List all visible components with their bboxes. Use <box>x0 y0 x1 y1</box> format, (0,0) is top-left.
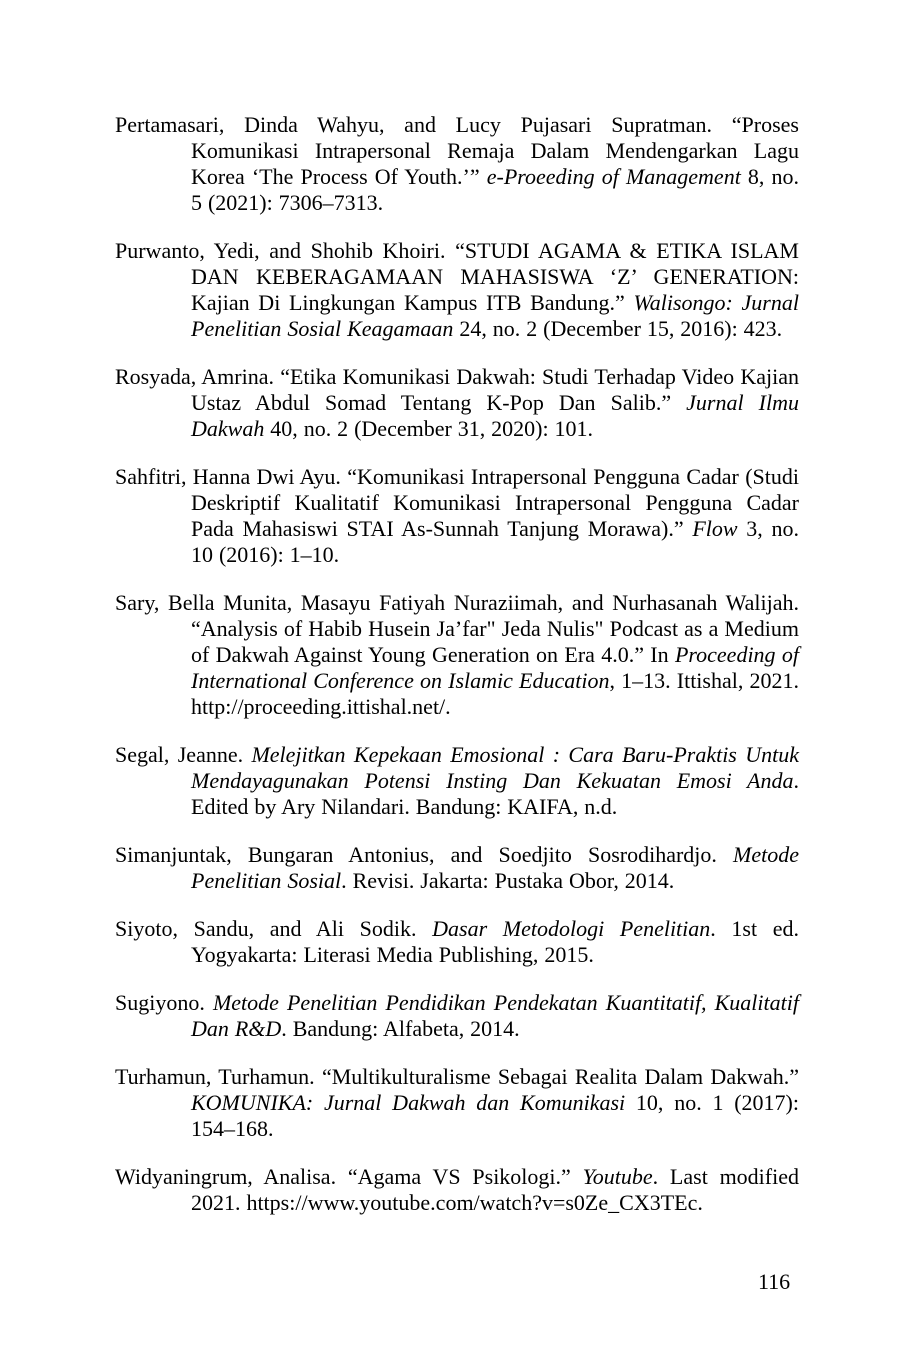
entry-text: Sugiyono. <box>115 990 213 1015</box>
work-title-italic: Metode Penelitian Pendidikan Pendekatan Kuantitatif, Kualitatif Dan R&D <box>191 990 799 1041</box>
bibliography-list <box>115 112 799 1238</box>
entry-text: 10, no. 1 (2017): 154–168. <box>191 1090 799 1141</box>
entry-text: Simanjuntak, Bungaran Antonius, and Soedjito Sosrodihardjo. <box>115 842 734 867</box>
work-title-italic: Youtube <box>582 1164 653 1189</box>
bibliography-entry <box>115 464 799 568</box>
bibliography-entry <box>115 112 799 216</box>
entry-text: Sary, Bella Munita, Masayu Fatiyah Nuraziimah, and Nurhasanah Walijah. “Analysis of Habib Husein Ja’far" Jeda Nulis" Podcast as a Medium of Dakwah Against Young Generation on Era 4.0.” In <box>115 590 799 667</box>
entry-text: 3, no. 10 (2016): 1–10. <box>191 516 799 567</box>
page-number: 116 <box>758 1269 791 1294</box>
work-title-italic: Dasar Metodologi Penelitian <box>432 916 711 941</box>
work-title-italic: Jurnal Ilmu Dakwah <box>191 390 799 441</box>
work-title-italic: Flow <box>692 516 738 541</box>
entry-text: 8, no. 5 (2021): 7306–7313. <box>191 164 799 215</box>
entry-text: . Last modified 2021. https://www.youtube.com/watch?v=s0Ze_CX3TEc. <box>191 1164 799 1215</box>
entry-text: . Bandung: Alfabeta, 2014. <box>281 1016 520 1041</box>
entry-text: Purwanto, Yedi, and Shohib Khoiri. “STUDI AGAMA & ETIKA ISLAM DAN KEBERAGAMAAN MAHASISWA ‘Z’ GENERATION: Kajian Di Lingkungan Kampus ITB Bandung.” <box>115 238 799 315</box>
entry-text: . Edited by Ary Nilandari. Bandung: KAIFA, n.d. <box>191 768 799 819</box>
bibliography-entry <box>115 990 799 1042</box>
entry-text: Widyaningrum, Analisa. “Agama VS Psikologi.” <box>115 1164 583 1189</box>
bibliography-entry <box>115 1164 799 1216</box>
entry-text: Siyoto, Sandu, and Ali Sodik. <box>115 916 433 941</box>
bibliography-entry <box>115 742 799 820</box>
work-title-italic: KOMUNIKA: Jurnal Dakwah dan Komunikasi <box>191 1090 626 1115</box>
bibliography-entry <box>115 842 799 894</box>
work-title-italic: Walisongo: Jurnal Penelitian Sosial Keagamaan <box>191 290 799 341</box>
work-title-italic: Metode Penelitian Sosial <box>191 842 799 893</box>
entry-text: Pertamasari, Dinda Wahyu, and Lucy Pujasari Supratman. “Proses Komunikasi Intrapersonal Remaja Dalam Mendengarkan Lagu Korea ‘The Process Of Youth.’” <box>115 112 799 189</box>
entry-text: Sahfitri, Hanna Dwi Ayu. “Komunikasi Intrapersonal Pengguna Cadar (Studi Deskriptif Kualitatif Komunikasi Intrapersonal Pengguna Cadar Pada Mahasiswi STAI As-Sunnah Tanjung Morawa).” <box>115 464 799 541</box>
bibliography-entry <box>115 364 799 442</box>
entry-text: Rosyada, Amrina. “Etika Komunikasi Dakwah: Studi Terhadap Video Kajian Ustaz Abdul Somad Tentang K-Pop Dan Salib.” <box>115 364 799 415</box>
bibliography-entry <box>115 238 799 342</box>
work-title-italic: Proceeding of International Conference on Islamic Education <box>191 642 799 693</box>
entry-text: , 1–13. Ittishal, 2021. http://proceeding.ittishal.net/. <box>191 668 799 719</box>
work-title-italic: e-Proeeding of Management <box>486 164 741 189</box>
bibliography-entry <box>115 916 799 968</box>
entry-text: 24, no. 2 (December 15, 2016): 423. <box>453 316 783 341</box>
entry-text: 40, no. 2 (December 31, 2020): 101. <box>264 416 594 441</box>
entry-text: Segal, Jeanne. <box>115 742 252 767</box>
entry-text: Turhamun, Turhamun. “Multikulturalisme Sebagai Realita Dalam Dakwah.” <box>115 1064 799 1089</box>
bibliography-entry <box>115 590 799 720</box>
entry-text: . 1st ed. Yogyakarta: Literasi Media Publishing, 2015. <box>191 916 799 967</box>
entry-text: . Revisi. Jakarta: Pustaka Obor, 2014. <box>341 868 675 893</box>
work-title-italic: Melejitkan Kepekaan Emosional : Cara Baru-Praktis Untuk Mendayagunakan Potensi Insting Dan Kekuatan Emosi Anda <box>191 742 799 793</box>
bibliography-entry <box>115 1064 799 1142</box>
